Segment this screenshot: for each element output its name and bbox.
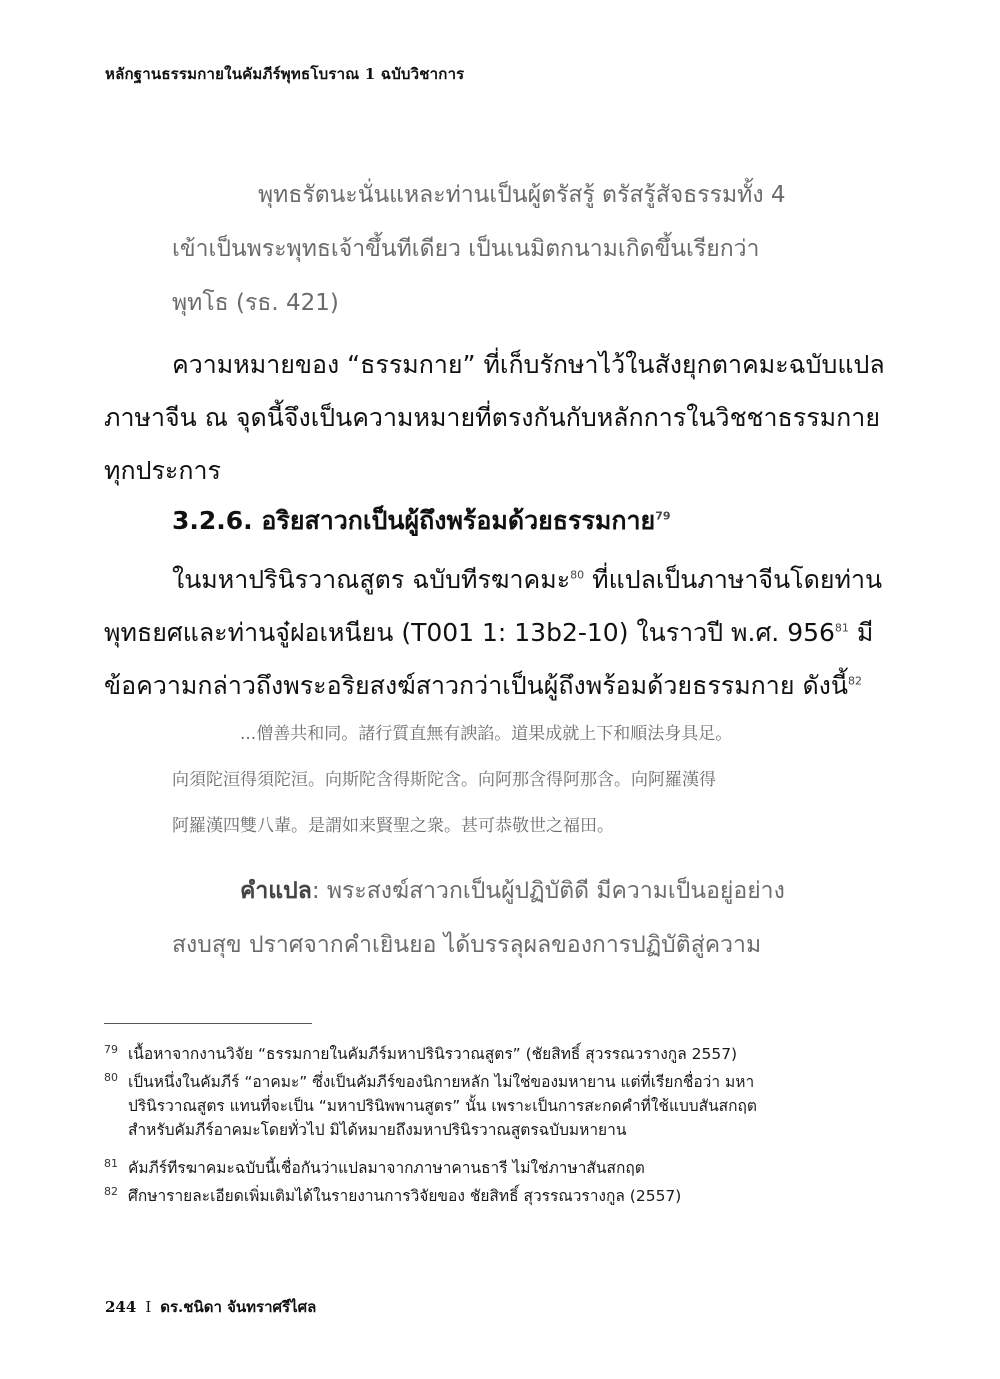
paragraph-line: ความหมายของ “ธรรมกาย” ที่เก็บรักษาไว้ในสังยุกตาคมะฉบับแปล	[172, 350, 885, 379]
footnote-text: สำหรับคัมภีร์อาคมะโดยทั่วไป มิได้หมายถึงมหาปรินิรวาณสูตรฉบับมหายาน	[128, 1121, 627, 1139]
footnote-number: 82	[104, 1185, 118, 1198]
running-header: หลักฐานธรรมกายในคัมภีร์พุทธโบราณ 1 ฉบับวิชาการ	[105, 65, 465, 83]
paragraph	[104, 553, 883, 712]
text-run: มี	[848, 618, 874, 647]
paragraph-line	[104, 553, 883, 606]
text-run: ที่แปลเป็นภาษาจีนโดยท่าน	[584, 565, 883, 594]
quote-line: พุทโธ (รธ. 421)	[172, 290, 339, 316]
text-run: ข้อความกล่าวถึงพระอริยสงฆ์สาวกว่าเป็นผู้ถึงพร้อมด้วยธรรมกาย ดังนี้	[104, 671, 848, 700]
author-name: ดร.ชนิดา จันทราศรีไศล	[160, 1298, 317, 1316]
footnote-ref: 82	[847, 674, 862, 688]
text-run: : พระสงฆ์สาวกเป็นผู้ปฏิบัติดี มีความเป็นอยู่อย่าง	[311, 878, 785, 904]
text-run: พุทธยศและท่านจู๋ฝอเหนียน (T001 1: 13b2-10) ในราวปี พ.ศ. 956	[104, 618, 835, 647]
translation-block	[172, 864, 812, 972]
footnote-ref: 81	[834, 621, 849, 635]
footnote-text: ปรินิรวาณสูตร แทนที่จะเป็น “มหาปรินิพพานสูตร” นั้น เพราะเป็นการสะกดคำที่ใช้แบบสันสกฤต	[128, 1097, 757, 1115]
footnote-text: ศึกษารายละเอียดเพิ่มเติมได้ในรายงานการวิจัยของ ชัยสิทธิ์ สุวรรณวรางกูล (2557)	[128, 1187, 682, 1205]
paragraph-line	[104, 606, 874, 659]
translation-label: คำแปล	[240, 878, 312, 904]
footer-separator: I	[145, 1298, 152, 1316]
section-title: 3.2.6. อริยสาวกเป็นผู้ถึงพร้อมด้วยธรรมกาย	[172, 506, 656, 535]
quote-line: 向須陀洹得須陀洹。向斯陀含得斯陀含。向阿那含得阿那含。向阿羅漢得	[172, 770, 716, 790]
paragraph-line: ทุกประการ	[104, 456, 221, 485]
footnote	[104, 1184, 864, 1208]
quote-line: เข้าเป็นพระพุทธเจ้าขึ้นทีเดียว เป็นเนมิตกนามเกิดขึ้นเรียกว่า	[172, 236, 760, 262]
footnote-text: เป็นหนึ่งในคัมภีร์ “อาคมะ” ซึ่งเป็นคัมภีร์ของนิกายหลัก ไม่ใช่ของมหายาน แต่ที่เรียกชื่อว่า มหา	[128, 1073, 755, 1091]
footnote-number: 80	[104, 1071, 118, 1084]
paragraph-line: ภาษาจีน ณ จุดนี้จึงเป็นความหมายที่ตรงกันกับหลักการในวิชชาธรรมกาย	[104, 403, 880, 432]
quote-line: 阿羅漢四雙八輩。是謂如来賢聖之衆。甚可恭敬世之福田。	[172, 816, 614, 836]
footnote	[104, 1070, 864, 1142]
block-quote	[172, 168, 812, 330]
section-heading	[172, 501, 671, 541]
footnote-ref: 79	[655, 509, 671, 523]
footnote-ref: 80	[570, 568, 585, 582]
page-number: 244	[105, 1298, 137, 1316]
footnote	[104, 1156, 864, 1180]
page-footer	[105, 1295, 316, 1319]
paragraph	[104, 338, 885, 497]
quote-line: ...僧善共和同。諸行質直無有諛諂。道果成就上下和順法身具足。	[240, 724, 733, 744]
footnote	[104, 1042, 864, 1066]
text-run: ในมหาปรินิรวาณสูตร ฉบับทีรฆาคมะ	[172, 565, 571, 594]
footnote-divider	[104, 1023, 312, 1024]
paragraph-line	[104, 659, 860, 712]
translation-line	[172, 864, 812, 918]
footnote-number: 81	[104, 1157, 118, 1170]
translation-line: สงบสุข ปราศจากคำเยินยอ ได้บรรลุผลของการปฏิบัติสู่ความ	[172, 932, 762, 958]
footnote-text: เนื้อหาจากงานวิจัย “ธรรมกายในคัมภีร์มหาปรินิรวาณสูตร” (ชัยสิทธิ์ สุวรรณวรางกูล 2557)	[128, 1045, 738, 1063]
footnote-text: คัมภีร์ทีรฆาคมะฉบับนี้เชื่อกันว่าแปลมาจากภาษาคานธารี ไม่ใช่ภาษาสันสกฤต	[128, 1159, 645, 1177]
footnote-number: 79	[104, 1043, 118, 1056]
quote-line: พุทธรัตนะนั่นแหละท่านเป็นผู้ตรัสรู้ ตรัสรู้สัจธรรมทั้ง 4	[258, 182, 786, 208]
chinese-quote	[172, 711, 732, 849]
